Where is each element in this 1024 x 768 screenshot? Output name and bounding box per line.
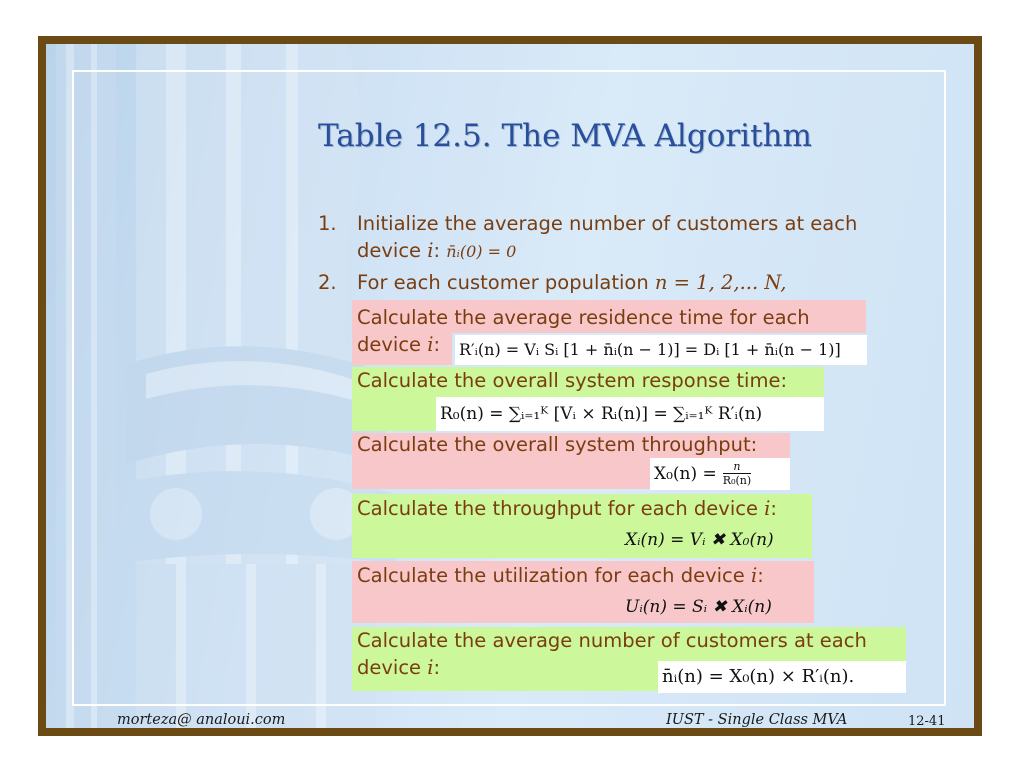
residence-line2	[357, 331, 440, 358]
step-2-text: For each customer population	[357, 271, 649, 294]
device-throughput-colon: :	[770, 497, 777, 520]
customers-colon: :	[433, 656, 441, 679]
residence-colon: :	[433, 333, 441, 356]
utilization-formula: Uᵢ(n) = Sᵢ ✖ Xᵢ(n)	[625, 597, 772, 617]
step-1-colon: :	[433, 239, 441, 262]
device-throughput-formula: Xᵢ(n) = Vᵢ ✖ X₀(n)	[625, 530, 774, 550]
step-2-formula: n = 1, 2,... N,	[654, 271, 787, 294]
residence-formula: R′ᵢ(n) = Vᵢ Sᵢ [1 + n̄ᵢ(n − 1)] = Dᵢ [1 + n̄ᵢ(n − 1)]	[455, 335, 867, 365]
step-1-number: 1.	[318, 212, 337, 235]
step-2-number: 2.	[318, 271, 337, 294]
device-throughput-text: Calculate the throughput for each device	[357, 497, 758, 520]
throughput-formula-lhs: X₀(n) =	[654, 464, 717, 484]
response-line1: Calculate the overall system response time:	[357, 369, 788, 392]
utilization-text: Calculate the utilization for each device	[357, 564, 745, 587]
throughput-line1: Calculate the overall system throughput:	[357, 433, 758, 456]
step-1-device-label: device	[357, 239, 422, 262]
response-box-bottom	[352, 397, 436, 431]
residence-device-label: device	[357, 333, 422, 356]
slide-title: Table 12.5. The MVA Algorithm	[318, 118, 812, 154]
step-1-line2	[357, 239, 516, 262]
utilization-var-i: i	[750, 564, 758, 587]
customers-line1: Calculate the average number of customers at each	[357, 629, 867, 652]
utilization-colon: :	[757, 564, 764, 587]
footer-page-number: 12-41	[908, 714, 946, 729]
footer-email: morteza@ analoui.com	[117, 712, 286, 728]
customers-line2	[357, 654, 440, 681]
throughput-denominator: R₀(n)	[722, 474, 752, 487]
device-throughput-line1	[357, 495, 777, 522]
footer-course: IUST - Single Class MVA	[666, 712, 848, 728]
customers-device-label: device	[357, 656, 422, 679]
customers-var-i: i	[427, 656, 434, 679]
throughput-formula	[650, 458, 790, 490]
throughput-numerator: n	[733, 460, 741, 473]
step-2-line	[357, 271, 786, 294]
residence-var-i: i	[427, 333, 434, 356]
step-1-formula: n̄ᵢ(0) = 0	[446, 242, 517, 261]
step-1-var-i: i	[427, 239, 434, 262]
step-1-line1: Initialize the average number of customers at each	[357, 212, 858, 235]
device-throughput-var-i: i	[764, 497, 771, 520]
customers-formula: n̄ᵢ(n) = X₀(n) × R′ᵢ(n).	[658, 661, 906, 693]
throughput-fraction	[723, 461, 751, 487]
residence-line1: Calculate the average residence time for each	[357, 306, 810, 329]
response-formula: R₀(n) = ∑ᵢ₌₁ᴷ [Vᵢ × Rᵢ(n)] = ∑ᵢ₌₁ᴷ R′ᵢ(n)	[436, 397, 824, 431]
utilization-line1	[357, 562, 764, 589]
